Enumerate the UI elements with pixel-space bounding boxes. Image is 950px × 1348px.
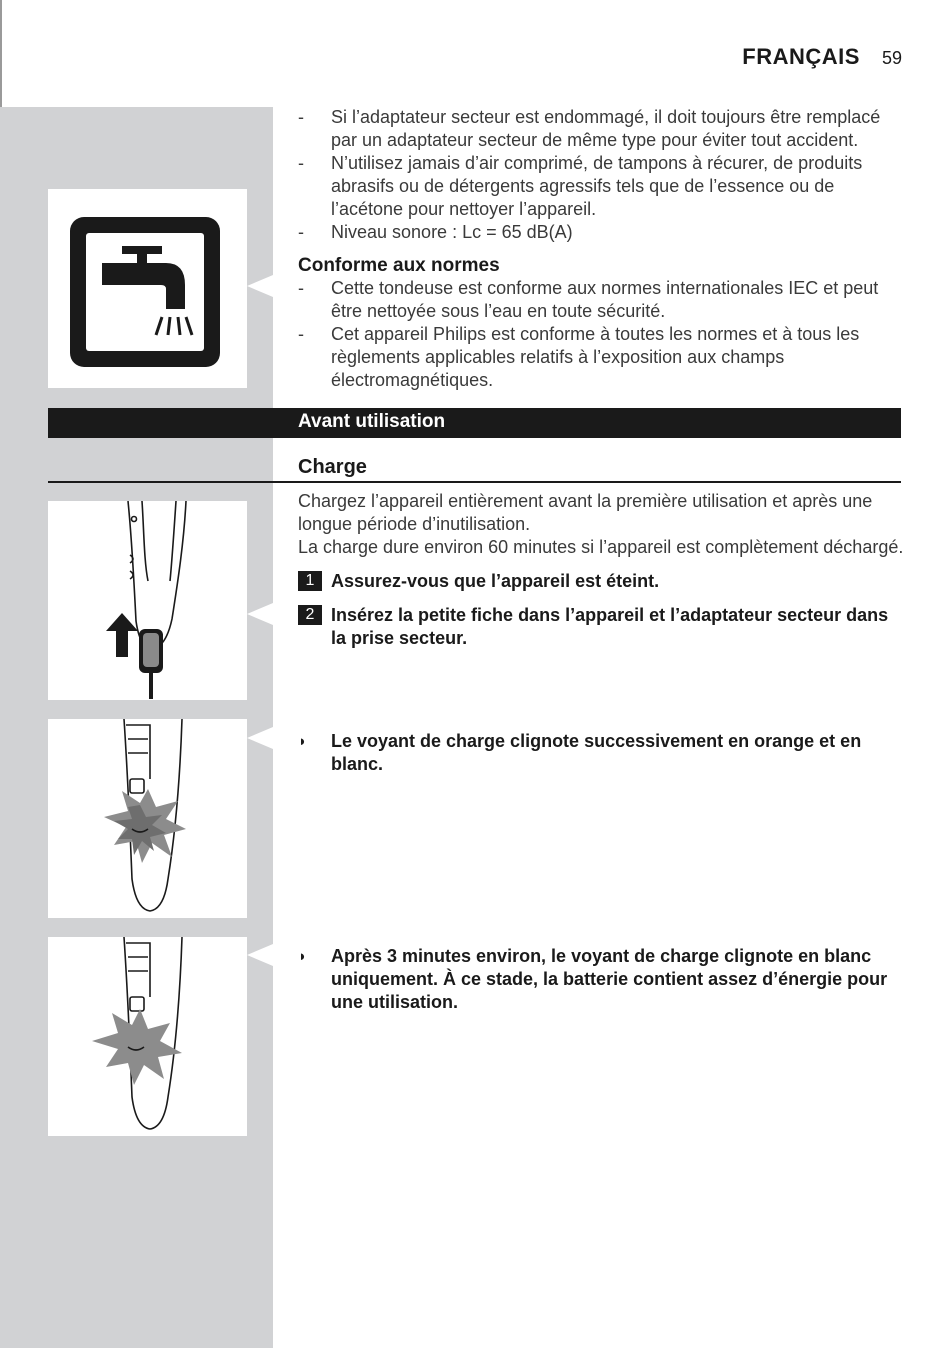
- result-2: [298, 945, 906, 1014]
- list-item-text: Si l’adaptateur secteur est endommagé, il doit toujours être remplacé par un adaptateur secteur de même type pour éviter tout accident.: [331, 107, 881, 150]
- warnings-list: [298, 106, 906, 392]
- list-item: [298, 221, 906, 244]
- result-text: Le voyant de charge clignote successivement en orange et en blanc.: [331, 731, 862, 774]
- step-text: Insérez la petite fiche dans l’appareil et l’adaptateur secteur dans la prise secteur.: [331, 605, 889, 648]
- illustration-pointer: [247, 603, 273, 625]
- charge-light-white-illustration: [48, 937, 247, 1136]
- list-item-text: N’utilisez jamais d’air comprimé, de tampons à récurer, de produits abrasifs ou de détergents agressifs tels que de l’essence ou de l’acétone pour nettoyer l’appareil.: [331, 153, 863, 219]
- list-item-text: Niveau sonore : Lc = 65 dB(A): [331, 222, 573, 242]
- result-text: Après 3 minutes environ, le voyant de charge clignote en blanc uniquement. À ce stade, la batterie contient assez d’énergie pour une utilisation.: [331, 946, 888, 1012]
- trimmer-flash-drawing: [48, 937, 247, 1136]
- trimmer-flash-drawing: [48, 719, 247, 918]
- charge-intro: [298, 490, 906, 559]
- illustration-pointer: [247, 275, 273, 297]
- page-header: [742, 44, 902, 70]
- result-1: [298, 730, 906, 776]
- standards-heading: Conforme aux normes: [298, 255, 500, 276]
- list-item-text: Cet appareil Philips est conforme à toutes les normes et à tous les règlements applicables relatifs à l’exposition aux champs électromagnétiques.: [331, 324, 860, 390]
- triangle-bullet-icon: ◗: [298, 733, 308, 750]
- step-1: [298, 570, 906, 593]
- water-tap-illustration: [48, 189, 247, 388]
- dash-bullet: -: [298, 278, 304, 298]
- arrow-up-icon: [104, 613, 140, 657]
- list-item-text: Cette tondeuse est conforme aux normes internationales IEC et peut être nettoyée sous l’eau en toute sécurité.: [331, 278, 879, 321]
- dash-bullet: -: [298, 153, 304, 173]
- list-item: [298, 152, 906, 221]
- flash-burst-icon: [92, 1009, 182, 1085]
- language-label: FRANÇAIS: [742, 44, 860, 69]
- water-tap-icon: [48, 189, 247, 388]
- page-edge-rule: [0, 0, 2, 108]
- section-title-bar: [48, 408, 901, 438]
- dash-bullet: -: [298, 107, 304, 127]
- charge-heading: Charge: [298, 456, 367, 478]
- section-title: Avant utilisation: [298, 411, 446, 432]
- plug-insert-illustration: [48, 501, 247, 700]
- step-text: Assurez-vous que l’appareil est éteint.: [331, 571, 660, 591]
- page-number: 59: [881, 48, 902, 68]
- intro-paragraph: Chargez l’appareil entièrement avant la première utilisation et après une longue période d’inutilisation.: [298, 491, 873, 534]
- dash-bullet: -: [298, 324, 304, 344]
- illustration-pointer: [247, 944, 273, 966]
- step-number: 2: [298, 605, 322, 625]
- list-item: [298, 277, 906, 323]
- intro-paragraph: La charge dure environ 60 minutes si l’appareil est complètement déchargé.: [298, 537, 904, 557]
- charge-light-alternating-illustration: [48, 719, 247, 918]
- dash-bullet: -: [298, 222, 304, 242]
- step-2: [298, 604, 906, 650]
- triangle-bullet-icon: ◗: [298, 948, 308, 965]
- heading-rule: [48, 481, 901, 483]
- list-item: [298, 106, 906, 152]
- trimmer-plug-drawing: [48, 501, 247, 700]
- step-number: 1: [298, 571, 322, 591]
- list-item: [298, 323, 906, 392]
- illustration-pointer: [247, 727, 273, 749]
